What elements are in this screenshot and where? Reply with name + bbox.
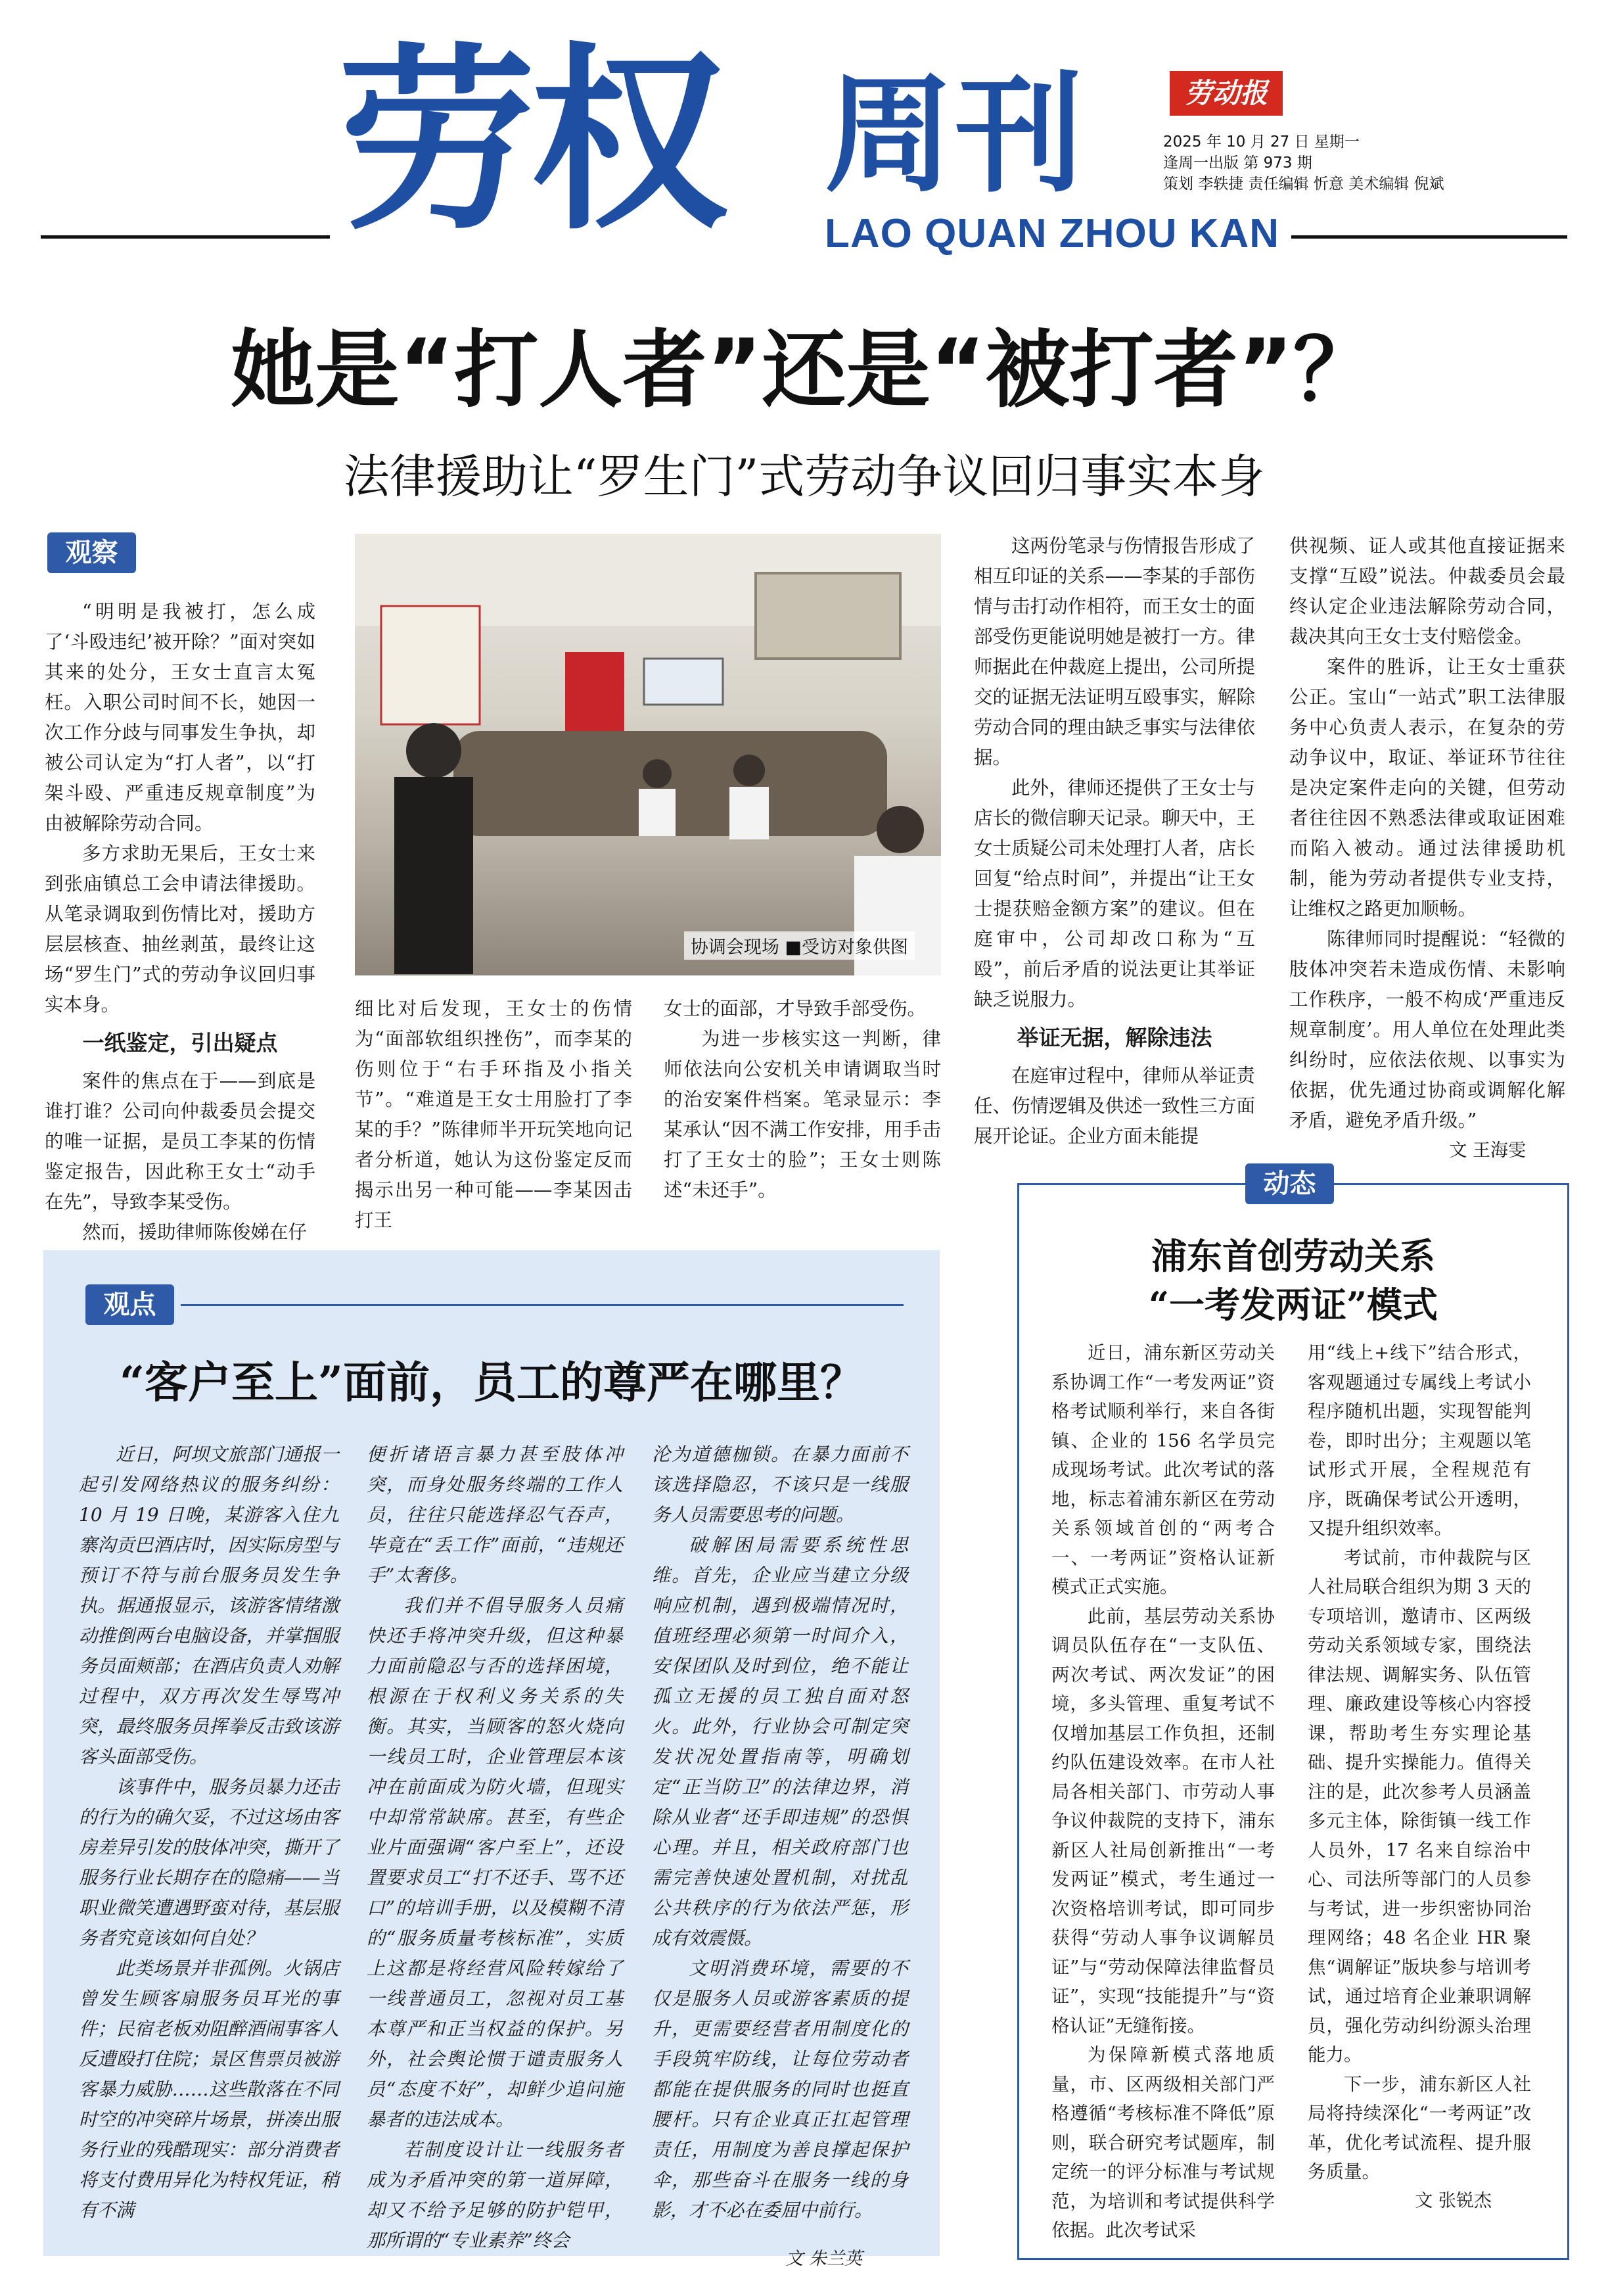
masthead-rule-left <box>41 235 330 239</box>
publisher-logo: 劳动报 <box>1170 71 1283 116</box>
lead-column-5 <box>1289 531 1565 1166</box>
opinion-byline: 文 朱兰英 <box>785 2249 862 2269</box>
lead-column-4 <box>974 531 1255 1152</box>
paragraph: 为进一步核实这一判断，律师依法向公安机关申请调取当时的治安案件档案。笔录显示：李某承认“因不满工作安排，用手击打了王女士的脸”；王女士则陈述“未还手”。 <box>664 1028 941 1201</box>
paragraph: 此前，基层劳动关系协调员队伍存在“一支队伍、两次考试、两次发证”的困境，多头管理、重复考试不仅增加基层工作负担，还制约队伍建设效率。在市人社局各相关部门、市劳动人事争议仲裁院的支持下，浦东新区人社局创新推出“一考发两证”模式，考生通过一次资格培训考试，即可同步获得“劳动人事争议调解员证”与“劳动保障法律监督员证”，实现“技能提升”与“资格认证”无缝衔接。 <box>1051 1605 1275 2036</box>
paragraph: 近日，阿坝文旅部门通报一起引发网络热议的服务纠纷：10 月 19 日晚，某游客入住九寨沟贡巴酒店时，因实际房型与预订不符与前台服务员发生争执。据通报显示，该游客情绪激动推倒两台电脑设备，并掌掴服务员面颊部；在酒店负责人劝解过程中，双方再次发生辱骂冲突，最终服务员挥拳反击致该游客头面部受伤。 <box>79 1443 339 1768</box>
lead-photo-caption: 协调会现场 ■受访对象供图 <box>684 931 915 960</box>
opinion-section-tag: 观点 <box>85 1284 174 1325</box>
lead-headline: 她是“打人者”还是“被打者”？ <box>231 321 1377 419</box>
issue-date: 2025 年 10 月 27 日 星期一 <box>1163 133 1360 151</box>
opinion-column-3 <box>652 1440 908 2274</box>
paragraph: 供视频、证人或其他直接证据来支撑“互殴”说法。仲裁委员会最终认定企业违法解除劳动合同，裁决其向王女士支付赔偿金。 <box>1289 535 1565 647</box>
masthead-rule-right <box>1291 235 1567 239</box>
news-title-line-1: 浦东首创劳动关系 <box>1151 1235 1435 1277</box>
opinion-column-2 <box>367 1440 623 2256</box>
paragraph: 这两份笔录与伤情报告形成了相互印证的关系——李某的手部伤情与击打动作相符，而王女士的面部受伤更能说明她是被打一方。律师据此在仲裁庭上提出，公司所提交的证据无法证明互殴事实，解除劳动合同的理由缺乏事实与法律依据。 <box>974 535 1255 768</box>
issue-staff: 策划 李轶捷 责任编辑 忻意 美术编辑 倪斌 <box>1163 176 1444 193</box>
meeting-room-illustration <box>355 534 941 975</box>
lead-subheadline: 法律援助让“罗生门”式劳动争议回归事实本身 <box>343 450 1265 504</box>
paragraph: 陈律师同时提醒说：“轻微的肢体冲突若未造成伤情、未影响工作秩序，一般不构成‘严重违反规章制度’。用人单位在处理此类纠纷时，应依法依规、以事实为依据，优先通过协商或调解化解矛盾，避免矛盾升级。” <box>1289 928 1565 1131</box>
masthead-title-main: 劳权 <box>338 27 722 256</box>
paragraph: 该事件中，服务员暴力还击的行为的确欠妥，不过这场由客房差异引发的肢体冲突，撕开了服务行业长期存在的隐痛——当职业微笑遭遇野蛮对待，基层服务者究竟该如何自处？ <box>79 1776 339 1949</box>
paragraph: 下一步，浦东新区人社局将持续深化“一考两证”改革，优化考试流程、提升服务质量。 <box>1308 2073 1531 2182</box>
paragraph: 女士的面部，才导致手部受伤。 <box>664 998 927 1019</box>
opinion-tag-rule <box>181 1304 904 1306</box>
paragraph: 便折诸语言暴力甚至肢体冲突，而身处服务终端的工作人员，往往只能选择忍气吞声，毕竟在“丢工作”面前，“违规还手”太奢侈。 <box>367 1443 623 1586</box>
paragraph: 为保障新模式落地质量，市、区两级相关部门严格遵循“考核标准不降低”原则，联合研究考试题库，制定统一的评分标准与考试规范，为培训和考试提供科学依据。此次考试采 <box>1051 2044 1275 2241</box>
lead-section-tag: 观察 <box>47 532 136 573</box>
paragraph: 细比对后发现，王女士的伤情为“面部软组织挫伤”，而李某的伤则位于“右手环指及小指关节”。“难道是王女士用脸打了李某的手？”陈律师半开玩笑地向记者分析道，她认为这份鉴定反而揭示出另一种可能——李某因击打王 <box>355 998 632 1231</box>
issue-number: 逢周一出版 第 973 期 <box>1163 154 1312 172</box>
lead-photo <box>355 534 941 975</box>
news-byline: 文 张锐杰 <box>1415 2190 1492 2211</box>
news-column-2 <box>1308 1338 1531 2216</box>
lead-subheading-2: 举证无据，解除违法 <box>1017 1025 1212 1050</box>
lead-subheading-1: 一纸鉴定，引出疑点 <box>82 1030 278 1056</box>
masthead-pinyin: LAO QUAN ZHOU KAN <box>825 211 1280 256</box>
paragraph: 文明消费环境，需要的不仅是服务人员或游客素质的提升，更需要经营者用制度化的手段筑牢防线，让每位劳动者都能在提供服务的同时也挺直腰杆。只有企业真正扛起管理责任，用制度为善良撑起保护伞，那些奋斗在服务一线的身影，才不必在委屈中前行。 <box>652 1957 908 2221</box>
lead-column-2 <box>355 994 632 1236</box>
paragraph: 用“线上+线下”结合形式，客观题通过专属线上考试小程序随机出题，实现智能判卷，即时出分；主观题以笔试形式开展，全程规范有序，既确保考试公开透明，又提升组织效率。 <box>1308 1342 1531 1539</box>
paragraph: 破解困局需要系统性思维。首先，企业应当建立分级响应机制，遇到极端情况时，值班经理必须第一时间介入，安保团队及时到位，绝不能让孤立无援的员工独自面对怒火。此外，行业协会可制定突发状况处置指南等，明确划定“正当防卫”的法律边界，消除从业者“还手即违规”的恐惧心理。并且，相关政府部门也需完善快速处置机制，对扰乱公共秩序的行为依法严惩，形成有效震慑。 <box>652 1534 908 1949</box>
paragraph: 此外，律师还提供了王女士与店长的微信聊天记录。聊天中，王女士质疑公司未处理打人者，店长回复“给点时间”，并提出“让王女士提获赔金额方案”的建议。但在庭审中，公司却改口称为“互殴”，前后矛盾的说法更让其举证缺乏说服力。 <box>974 777 1255 1010</box>
masthead-title-sub: 周刊 <box>825 60 1086 210</box>
paragraph: 此类场景并非孤例。火锅店曾发生顾客扇服务员耳光的事件；民宿老板劝阻醉酒闹事客人反遭殴打住院；景区售票员被游客暴力威胁……这些散落在不同时空的冲突碎片场景，拼凑出服务行业的残酷现实：部分消费者将支付费用异化为特权凭证，稍有不满 <box>79 1957 339 2221</box>
lead-byline: 文 王海雯 <box>1449 1140 1526 1161</box>
paragraph: 案件的胜诉，让王女士重获公正。宝山“一站式”职工法律服务中心负责人表示，在复杂的劳动争议中，取证、举证环节往往是决定案件走向的关键，但劳动者往往因不熟悉法律或取证困难而陷入被动。通过法律援助机制，能为劳动者提供专业支持，让维权之路更加顺畅。 <box>1289 656 1565 920</box>
lead-column-3 <box>664 994 941 1206</box>
paragraph: 沦为道德枷锁。在暴力面前不该选择隐忍，不该只是一线服务人员需要思考的问题。 <box>652 1443 908 1526</box>
paragraph: 若制度设计让一线服务者成为矛盾冲突的第一道屏障，却又不给予足够的防护铠甲，那所谓的“专业素养”终会 <box>367 2139 623 2251</box>
news-section-tag: 动态 <box>1245 1163 1334 1204</box>
paragraph: 案件的焦点在于——到底是谁打谁？公司向仲裁委员会提交的唯一证据，是员工李某的伤情鉴定报告，因此称王女士“动手在先”，导致李某受伤。 <box>45 1070 315 1213</box>
paragraph: 多方求助无果后，王女士来到张庙镇总工会申请法律援助。从笔录调取到伤情比对，援助方层层核查、抽丝剥茧，最终让这场“罗生门”式的劳动争议回归事实本身。 <box>45 843 315 1016</box>
paragraph: 在庭审过程中，律师从举证责任、伤情逻辑及供述一致性三方面展开论证。企业方面未能提 <box>974 1065 1255 1147</box>
paragraph: 然而，援助律师陈俊娣在仔 <box>82 1221 308 1243</box>
news-column-1 <box>1051 1338 1275 2245</box>
news-title-line-2: “一考发两证”模式 <box>1148 1284 1438 1326</box>
paragraph: “明明是我被打，怎么成了‘斗殴违纪’被开除？”面对突如其来的处分，王女士直言太冤枉。入职公司时间不长，她因一次工作分歧与同事发生争执，却被公司认定为“打人者”，以“打架斗殴、严重违反规章制度”为由被解除劳动合同。 <box>45 601 315 834</box>
paragraph: 我们并不倡导服务人员痛快还手将冲突升级，但这种暴力面前隐忍与否的选择困境，根源在于权利义务关系的失衡。其实，当顾客的怒火烧向一线员工时，企业管理层本该冲在前面成为防火墙，但现实中却常常缺席。甚至，有些企业片面强调“客户至上”，还设置要求员工“打不还手、骂不还口”的培训手册，以及模糊不清的“服务质量考核标准”，实质上这都是将经营风险转嫁给了一线普通员工，忽视对员工基本尊严和正当权益的保护。另外，社会舆论惯于谴责服务人员“态度不好”，却鲜少追问施暴者的违法成本。 <box>367 1595 623 2130</box>
paragraph: 近日，浦东新区劳动关系协调工作“一考发两证”资格考试顺利举行，来自各街镇、企业的 156 名学员完成现场考试。此次考试的落地，标志着浦东新区在劳动关系领域首创的“两考合一、一考两证”资格认证新模式正式实施。 <box>1051 1342 1275 1597</box>
lead-column-1 <box>45 597 315 1248</box>
opinion-column-1 <box>79 1440 339 2226</box>
paragraph: 考试前，市仲裁院与区人社局联合组织为期 3 天的专项培训，邀请市、区两级劳动关系领域专家，围绕法律法规、调解实务、队伍管理、廉政建设等核心内容授课，帮助考生夯实理论基础、提升实操能力。值得关注的是，此次参考人员涵盖多元主体，除街镇一线工作人员外，17 名来自综治中心、司法所等部门的人员参与考试，进一步织密协同治理网络；48 名企业 HR 聚焦“调解证”版块参与培训考试，通过培育企业兼职调解员，强化劳动纠纷源头治理能力。 <box>1308 1547 1531 2065</box>
opinion-title: “客户至上”面前，员工的尊严在哪里？ <box>120 1357 863 1408</box>
